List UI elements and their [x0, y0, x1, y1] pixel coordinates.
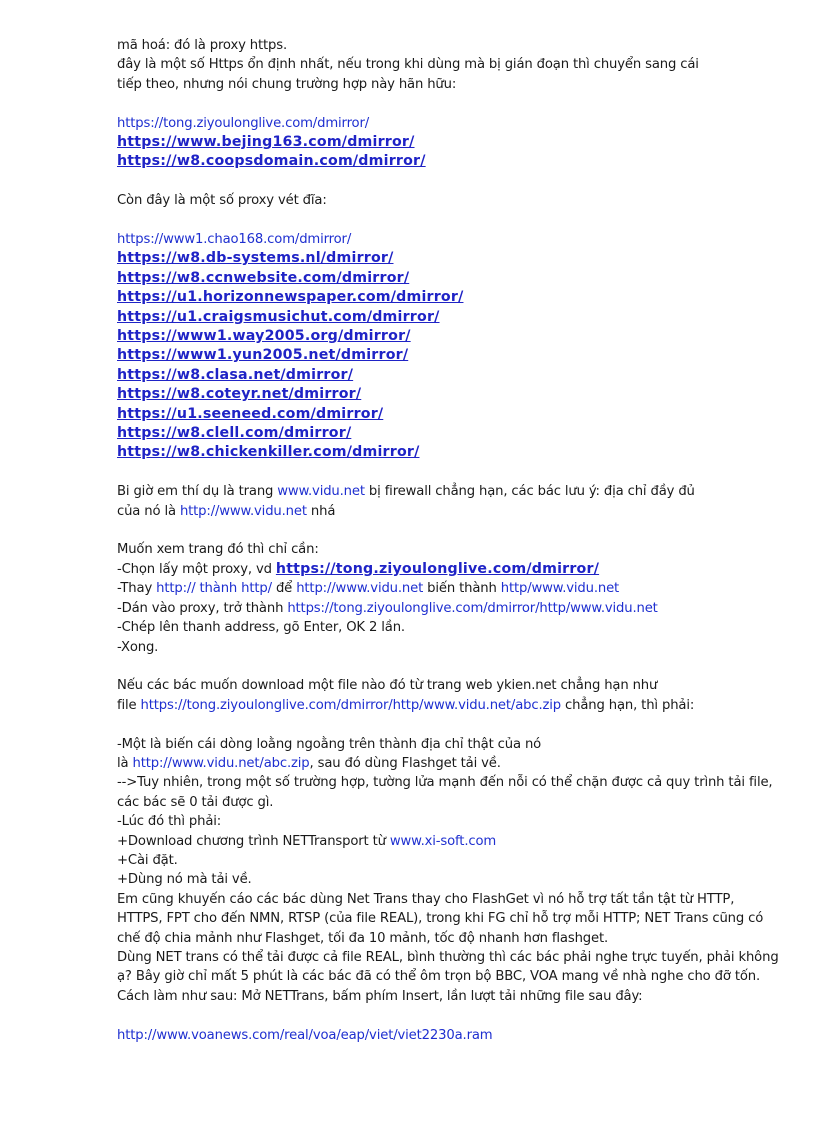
spacer [117, 715, 782, 734]
spacer [117, 657, 782, 676]
example-line-2 [117, 502, 782, 521]
example-text: Bi giờ em thí dụ là trang [117, 484, 278, 500]
step-line-4: -Lúc đó thì phải: [117, 814, 222, 830]
http-replace-link[interactable]: http:// thành http/ [156, 581, 272, 597]
step-line-3: -->Tuy nhiên, trong một số trường hợp, tường lửa mạnh đến nỗi có thể chặn được cả quy trình tải file, các bác sẽ 0 tải được gì. [117, 775, 773, 810]
proxy-link[interactable]: https://w8.clasa.net/dmirror/ [117, 366, 354, 383]
proxy-link[interactable]: https://w8.chickenkiller.com/dmirror/ [117, 444, 420, 461]
howto-step-2 [117, 579, 782, 598]
real-file-link[interactable]: http://www.vidu.net/abc.zip [132, 755, 310, 771]
spacer [117, 172, 782, 191]
howto-step-3 [117, 599, 782, 618]
download-line-2 [117, 696, 782, 715]
step-text: +Download chương trình NETTransport từ [117, 833, 390, 849]
proxy-link[interactable]: https://u1.seeneed.com/dmirror/ [117, 405, 384, 422]
proxy-list-item [117, 366, 782, 385]
proxy-list-item [117, 269, 782, 288]
step-text: để [271, 581, 297, 597]
step-text: -Dán vào proxy, trở thành [117, 600, 288, 616]
proxy-list-item [117, 405, 782, 424]
intro-line-3: tiếp theo, nhưng nói chung trường hợp này hãn hữu: [117, 76, 457, 92]
download-text: file [117, 697, 141, 713]
voa-file-link[interactable]: http://www.voanews.com/real/voa/eap/viet/viet2230a.ram [117, 1027, 493, 1043]
proxied-file-link[interactable]: https://tong.ziyoulonglive.com/dmirror/http/www.vidu.net/abc.zip [140, 697, 561, 713]
howto-step-4: -Chép lên thanh address, gõ Enter, OK 2 lần. [117, 620, 405, 636]
proxy-link[interactable]: https://w8.coopsdomain.com/dmirror/ [117, 153, 426, 170]
download-text: chẳng hạn, thì phải: [561, 697, 695, 713]
step-line-5 [117, 832, 782, 851]
proxy-link[interactable]: https://www.bejing163.com/dmirror/ [117, 134, 415, 151]
step-text: -Chọn lấy một proxy, vd [117, 561, 276, 577]
spacer [117, 521, 782, 540]
proxy-list-item [117, 152, 782, 171]
proxy-link[interactable]: https://u1.craigsmusichut.com/dmirror/ [117, 308, 440, 325]
spacer [117, 463, 782, 482]
proxy-link[interactable]: https://www1.yun2005.net/dmirror/ [117, 347, 409, 364]
proxy-link[interactable]: https://www1.chao168.com/dmirror/ [117, 232, 352, 248]
proxy-link[interactable]: https://w8.clell.com/dmirror/ [117, 425, 352, 442]
step-line-6: +Cài đặt. [117, 852, 178, 868]
proxy-list-item [117, 385, 782, 404]
vidu-full-link[interactable]: http://www.vidu.net [296, 581, 424, 597]
proxy-list-item [117, 443, 782, 462]
proxy-list-item [117, 230, 782, 249]
spacer [117, 211, 782, 230]
vidu-converted-link[interactable]: http/www.vidu.net [500, 581, 620, 597]
final-link-line [117, 1026, 782, 1045]
method-line: Cách làm như sau: Mở NETTrans, bấm phím Insert, lần lượt tải những file sau đây: [117, 988, 643, 1004]
step-text: là [117, 755, 133, 771]
proxy-link[interactable]: https://www1.way2005.org/dmirror/ [117, 328, 411, 345]
real-file-paragraph: Dùng NET trans có thể tải được cả file REAL, bình thường thì các bác phải nghe trực tuyến, phải không ạ? Bây giờ chỉ mất 5 phút là các bác đã có thể ôm trọn bộ BBC, VOA mang về nhà nghe cho đỡ tốn. [117, 949, 779, 985]
proxy-link[interactable]: https://w8.ccnwebsite.com/dmirror/ [117, 269, 410, 286]
intro-line-2: đây là một số Https ổn định nhất, nếu trong khi dùng mà bị gián đoạn thì chuyển sang cái [117, 57, 699, 73]
step-text: , sau đó dùng Flashget tải về. [309, 755, 501, 771]
step-line-2 [117, 754, 782, 773]
proxy-list-item [117, 424, 782, 443]
document-page [117, 36, 782, 1045]
vidu-link[interactable]: www.vidu.net [277, 484, 365, 500]
proxy-link[interactable]: https://w8.db-systems.nl/dmirror/ [117, 250, 394, 267]
intro-line-1: mã hoá: đó là proxy https. [117, 38, 288, 53]
proxy-list-item [117, 133, 782, 152]
step-line-1: -Một là biến cái dòng loằng ngoằng trên thành địa chỉ thật của nó [117, 736, 542, 752]
wipe-heading: Còn đây là một số proxy vét đĩa: [117, 193, 327, 209]
howto-step-5: -Xong. [117, 639, 159, 655]
example-text: nhá [306, 503, 336, 519]
proxy-list-item [117, 288, 782, 307]
proxy-list-item [117, 249, 782, 268]
howto-step-1 [117, 560, 782, 579]
example-text: bị firewall chẳng hạn, các bác lưu ý: địa chỉ đầy đủ [364, 484, 695, 500]
stable-proxy-list [117, 114, 782, 172]
proxy-link[interactable]: https://w8.coteyr.net/dmirror/ [117, 386, 362, 403]
spacer [117, 94, 782, 113]
howto-heading: Muốn xem trang đó thì chỉ cần: [117, 542, 319, 558]
download-line-1: Nếu các bác muốn download một file nào đó từ trang web ykien.net chẳng hạn như [117, 678, 658, 694]
proxy-example-link[interactable]: https://tong.ziyoulonglive.com/dmirror/ [275, 560, 600, 577]
example-text: của nó là [117, 503, 180, 519]
spacer [117, 1006, 782, 1025]
proxy-list-item [117, 114, 782, 133]
step-text: -Thay [117, 581, 157, 597]
proxy-list-item [117, 346, 782, 365]
proxy-list-item [117, 327, 782, 346]
proxy-list-item [117, 308, 782, 327]
proxied-url-link[interactable]: https://tong.ziyoulonglive.com/dmirror/http/www.vidu.net [287, 600, 658, 616]
vidu-full-link[interactable]: http://www.vidu.net [179, 503, 307, 519]
example-line-1 [117, 482, 782, 501]
proxy-link[interactable]: https://tong.ziyoulonglive.com/dmirror/ [117, 115, 370, 131]
step-line-7: +Dùng nó mà tải về. [117, 872, 252, 888]
proxy-link[interactable]: https://u1.horizonnewspaper.com/dmirror/ [117, 289, 464, 306]
wipe-proxy-list [117, 230, 782, 463]
recommendation-paragraph: Em cũng khuyến cáo các bác dùng Net Trans thay cho FlashGet vì nó hỗ trợ tất tần tật từ HTTP, HTTPS, FPT cho đến NMN, RTSP (của file REAL), trong khi FG chỉ hỗ trợ mỗi HTTP; NET Trans cũng có chế độ chia mảnh như Flashget, tối đa 10 mảnh, tốc độ nhanh hơn flashget. [117, 891, 764, 946]
step-text: biến thành [423, 581, 501, 597]
xi-soft-link[interactable]: www.xi-soft.com [389, 833, 497, 849]
